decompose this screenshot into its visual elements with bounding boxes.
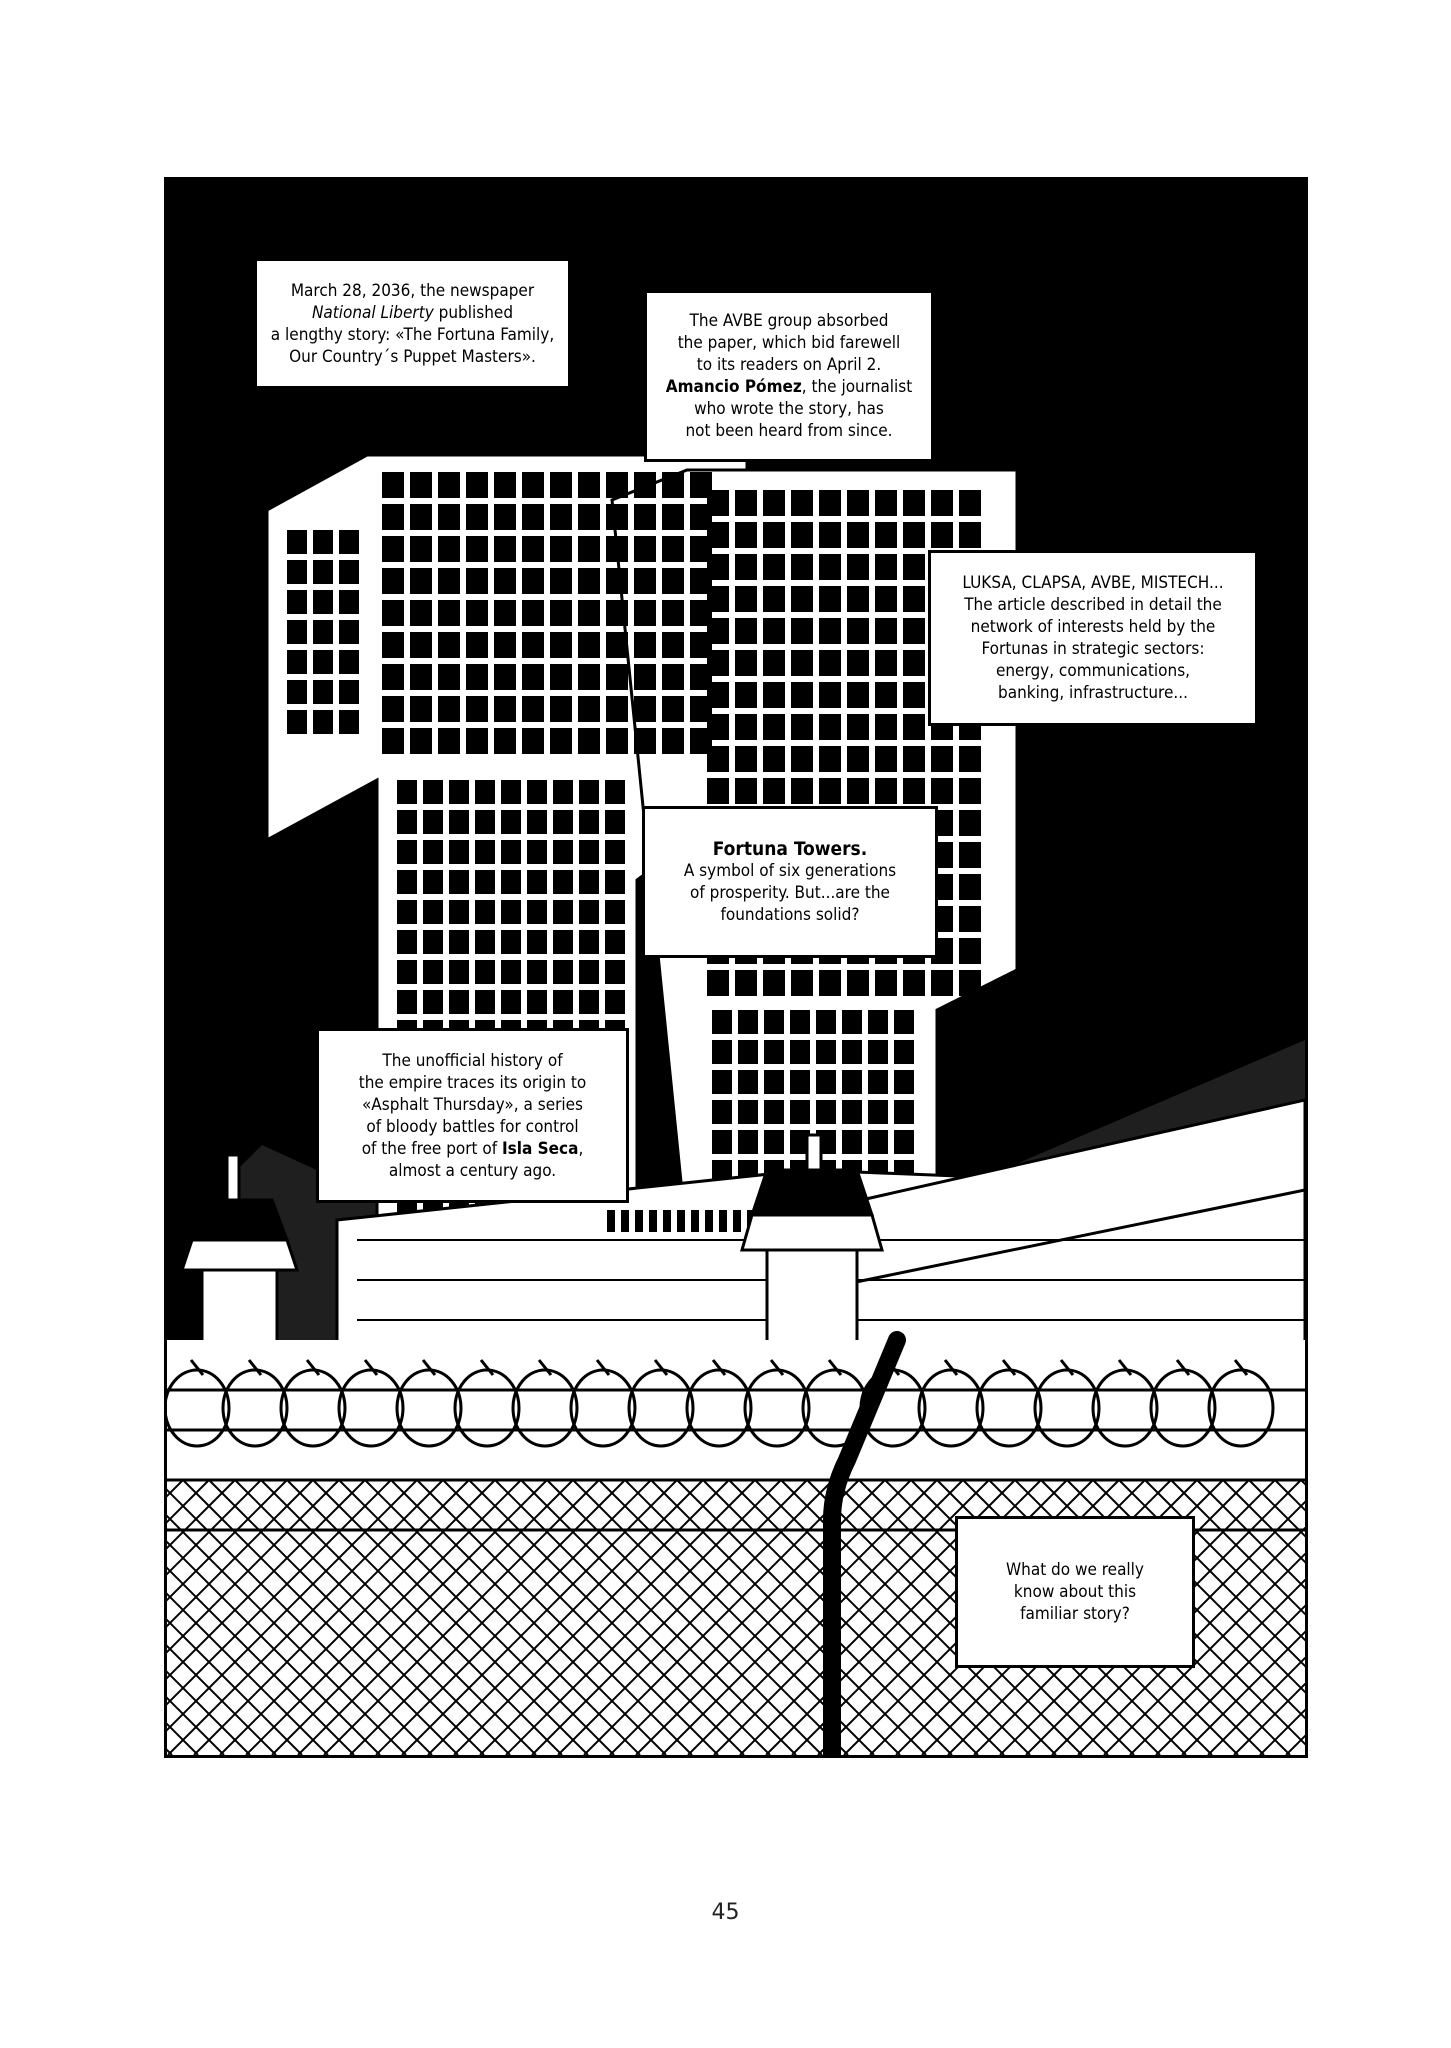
caption-line: a lengthy story: «The Fortuna Family, bbox=[270, 324, 555, 345]
page-number: 45 bbox=[711, 1900, 740, 1925]
journalist-name: Amancio Pómez bbox=[665, 377, 802, 397]
caption-fortuna-towers bbox=[642, 806, 938, 958]
caption-line bbox=[312, 302, 513, 324]
comic-panel bbox=[164, 177, 1308, 1758]
caption-familiar-story bbox=[955, 1516, 1195, 1668]
caption-newspaper-story bbox=[254, 258, 571, 389]
caption-line: familiar story? bbox=[1020, 1604, 1130, 1624]
caption-line: of prosperity. But...are the bbox=[690, 883, 890, 903]
caption-line: who wrote the story, has bbox=[694, 399, 884, 419]
caption-line: «Asphalt Thursday», a series bbox=[361, 1094, 584, 1115]
caption-line-rest: published bbox=[433, 302, 514, 323]
caption-line: the paper, which bid farewell bbox=[677, 333, 901, 353]
newspaper-name: National Liberty bbox=[311, 302, 434, 323]
caption-line: Our Country´s Puppet Masters». bbox=[289, 346, 536, 367]
caption-line: What do we really bbox=[1006, 1560, 1144, 1580]
caption-line: The article described in detail the bbox=[964, 595, 1222, 615]
caption-line-rest: , the journalist bbox=[801, 377, 913, 397]
caption-asphalt-thursday bbox=[316, 1028, 629, 1203]
caption-line: almost a century ago. bbox=[388, 1160, 557, 1181]
caption-avbe-group bbox=[644, 290, 934, 462]
caption-line bbox=[666, 376, 913, 398]
caption-line: to its readers on April 2. bbox=[696, 355, 882, 375]
caption-line-pre: of the free port of bbox=[361, 1138, 502, 1159]
caption-line-post: , bbox=[578, 1138, 584, 1159]
caption-line: banking, infrastructure... bbox=[998, 683, 1188, 703]
caption-line: Fortunas in strategic sectors: bbox=[981, 639, 1205, 659]
caption-line: The unofficial history of bbox=[382, 1050, 563, 1071]
caption-line: foundations solid? bbox=[720, 905, 860, 925]
caption-line: energy, communications, bbox=[995, 661, 1191, 681]
caption-line bbox=[362, 1138, 584, 1160]
caption-line: A symbol of six generations bbox=[683, 861, 897, 881]
caption-line: of bloody battles for control bbox=[366, 1116, 579, 1137]
caption-line: not been heard from since. bbox=[685, 421, 893, 441]
caption-title: Fortuna Towers. bbox=[712, 838, 868, 860]
caption-line: know about this bbox=[1013, 1582, 1137, 1602]
caption-line: March 28, 2036, the newspaper bbox=[290, 280, 535, 301]
caption-line: the empire traces its origin to bbox=[358, 1072, 587, 1093]
place-name: Isla Seca bbox=[502, 1138, 579, 1159]
caption-network-of-interests bbox=[928, 550, 1258, 726]
caption-line: network of interests held by the bbox=[970, 617, 1216, 637]
caption-line: The AVBE group absorbed bbox=[689, 311, 889, 331]
caption-line: LUKSA, CLAPSA, AVBE, MISTECH... bbox=[962, 573, 1224, 593]
